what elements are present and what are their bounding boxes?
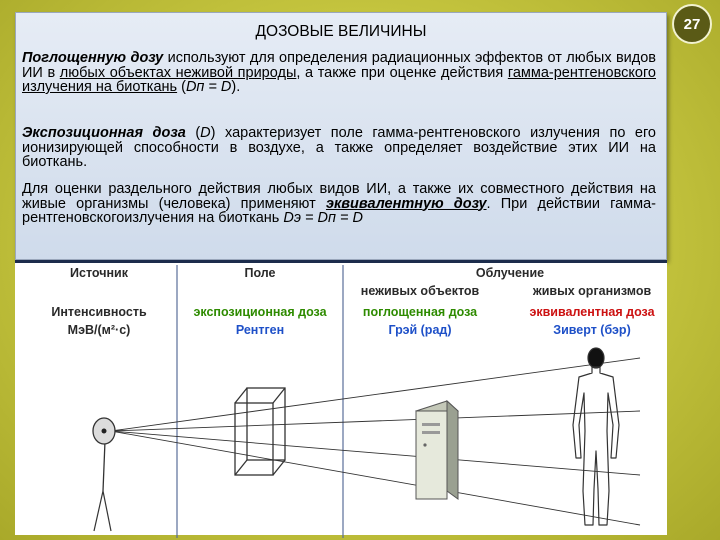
p1-formula: Dп = D <box>185 79 232 95</box>
p1-text-a: используют для определения радиационных эффектов от любых видов ИИ в <box>22 50 656 81</box>
slide-number-badge <box>672 4 712 44</box>
subheader-living: живых организмов <box>532 284 652 298</box>
source-unit: МэВ/(м²·с) <box>67 323 131 337</box>
text-panel <box>15 12 667 260</box>
paragraph-exposure-dose <box>22 126 656 170</box>
source-quantity: Интенсивность <box>51 305 147 319</box>
subheader-nonliving: неживых объектов <box>360 284 480 298</box>
header-field: Поле <box>244 266 276 280</box>
p2-text-a: ( <box>185 125 201 141</box>
computer-tower-icon <box>416 401 458 499</box>
header-irradiation: Облучение <box>475 266 545 280</box>
p1-text-d: ). <box>231 79 241 95</box>
p1-underline-b: гамма-рентгеновского излучения на биоткань <box>22 64 656 95</box>
p1-underline-a: любых объектах неживой природы <box>59 64 297 81</box>
field-cube-icon <box>235 388 285 475</box>
source-icon <box>93 418 115 531</box>
field-unit: Рентген <box>235 323 285 337</box>
p2-symbol: D <box>200 125 211 141</box>
living-unit: Зиверт (бэр) <box>553 323 631 337</box>
human-figure-icon <box>573 348 619 525</box>
p3-text-b: . При действии гамма-рентгеновскогоизлучения на биоткань <box>22 195 656 226</box>
p3-text-a: Для оценки раздельного действия любых видов ИИ, а также их совместного действия на живые организмы (человека) применяют <box>22 181 656 212</box>
nonliving-quantity: поглощенная доза <box>362 305 478 319</box>
slide-number: 27 <box>683 15 701 33</box>
page-title: ДОЗОВЫЕ ВЕЛИЧИНЫ <box>255 23 427 40</box>
living-quantity: эквивалентная доза <box>529 305 655 319</box>
nonliving-unit: Грэй (рад) <box>388 323 452 337</box>
p1-text-c: ( <box>177 79 186 95</box>
radiation-rays <box>111 358 640 525</box>
paragraph-equivalent-dose <box>22 182 656 226</box>
field-quantity: экспозиционная доза <box>193 305 327 319</box>
header-source: Источник <box>70 266 128 280</box>
p2-text-b: ) характеризует поле гамма-рентгеновского излучения по его ионизирующей способности в воздухе, а также определяет воздействие этих ИИ на биоткань. <box>22 125 656 170</box>
p1-text-b: , а также при оценке действия <box>296 64 508 81</box>
dose-diagram <box>15 260 667 535</box>
paragraph-absorbed-dose <box>22 51 656 95</box>
term-exposure-dose: Экспозиционная доза <box>22 125 186 141</box>
term-equivalent-dose: эквивалентную дозу <box>325 195 487 212</box>
term-absorbed-dose: Поглощенную дозу <box>22 50 164 66</box>
p3-formula: Dэ = Dп = D <box>283 210 363 226</box>
